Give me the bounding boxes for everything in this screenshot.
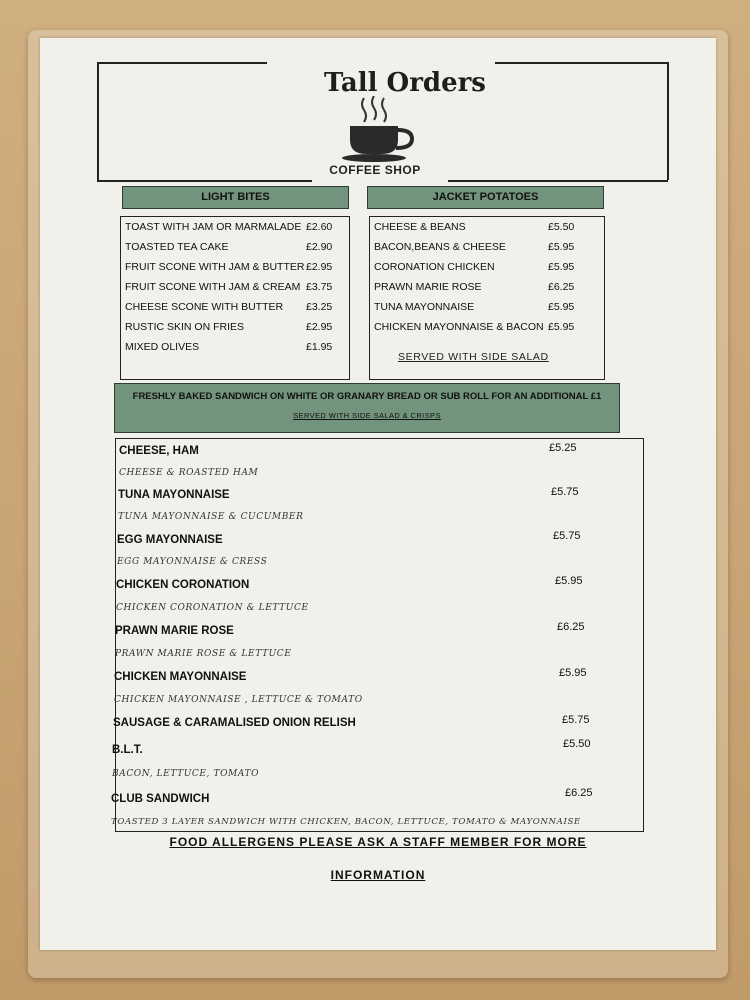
frame-right [667, 62, 669, 180]
sandwich-price: £5.95 [559, 667, 587, 679]
sandwich-name: EGG MAYONNAISE [117, 534, 223, 546]
list-item: RUSTIC SKIN ON FRIES £2.95 [125, 321, 333, 333]
shop-subtitle: COFFEE SHOP [329, 163, 421, 177]
list-item: CHICKEN MAYONNAISE & BACON £5.95 [374, 321, 575, 333]
frame-top-right [495, 62, 668, 64]
sandwich-name: TUNA MAYONNAISE [118, 489, 230, 501]
list-item: FRUIT SCONE WITH JAM & CREAM £3.75 [125, 281, 333, 293]
sandwich-name: CHEESE, HAM [119, 445, 199, 457]
frame-bottom-left [97, 180, 312, 182]
frame-top-left [97, 62, 267, 64]
list-item: TUNA MAYONNAISE £5.95 [374, 301, 575, 313]
jacket-potatoes-heading: JACKET POTATOES [367, 186, 604, 209]
list-item: MIXED OLIVES £1.95 [125, 341, 333, 353]
sandwich-price: £5.75 [551, 486, 579, 498]
sandwich-price: £6.25 [565, 787, 593, 799]
list-item: FRUIT SCONE WITH JAM & BUTTER £2.95 [125, 261, 333, 273]
sandwich-name: CLUB SANDWICH [111, 793, 210, 805]
sandwich-name: CHICKEN MAYONNAISE [114, 671, 247, 683]
sandwich-description: CHICKEN CORONATION & LETTUCE [116, 603, 309, 613]
sandwich-banner [114, 383, 620, 433]
list-item: CORONATION CHICKEN £5.95 [374, 261, 575, 273]
list-item: TOAST WITH JAM OR MARMALADE £2.60 [125, 221, 333, 233]
sandwich-price: £5.50 [563, 738, 591, 750]
sandwich-price: £6.25 [557, 621, 585, 633]
sandwich-banner-text: FRESHLY BAKED SANDWICH ON WHITE OR GRANARY BREAD OR SUB ROLL FOR AN ADDITIONAL £1 [132, 391, 602, 402]
sandwich-description: BACON, LETTUCE, TOMATO [112, 769, 260, 779]
sandwich-banner-note: SERVED WITH SIDE SALAD & CRISPS [293, 411, 441, 420]
sandwich-description: CHEESE & ROASTED HAM [119, 468, 259, 478]
list-item: CHEESE & BEANS £5.50 [374, 221, 575, 233]
allergen-notice: FOOD ALLERGENS PLEASE ASK A STAFF MEMBER FOR MORE [169, 835, 587, 849]
sandwich-description: EGG MAYONNAISE & CRESS [117, 557, 268, 567]
sandwich-name: B.L.T. [112, 744, 143, 756]
frame-left [97, 62, 99, 180]
sandwich-description: CHICKEN MAYONNAISE , LETTUCE & TOMATO [114, 695, 363, 705]
jacket-side-salad-note: SERVED WITH SIDE SALAD [398, 351, 549, 363]
list-item: CHEESE SCONE WITH BUTTER £3.25 [125, 301, 333, 313]
sandwich-name: CHICKEN CORONATION [116, 579, 250, 591]
frame-bottom-right [448, 180, 668, 182]
shop-title: Tall Orders [324, 68, 486, 98]
allergen-information: INFORMATION [330, 868, 426, 882]
coffee-cup-icon [330, 96, 420, 166]
list-item: TOASTED TEA CAKE £2.90 [125, 241, 333, 253]
menu-sheet [40, 38, 716, 950]
light-bites-box [120, 216, 350, 380]
sandwich-description: TOASTED 3 LAYER SANDWICH WITH CHICKEN, BACON, LETTUCE, TOMATO & MAYONNAISE [111, 817, 581, 827]
sandwich-price: £5.25 [549, 442, 577, 454]
sandwich-description: PRAWN MARIE ROSE & LETTUCE [115, 649, 292, 659]
light-bites-heading: LIGHT BITES [122, 186, 349, 209]
sandwich-price: £5.95 [555, 575, 583, 587]
sandwich-price: £5.75 [553, 530, 581, 542]
sandwich-name: PRAWN MARIE ROSE [115, 625, 234, 637]
jacket-potatoes-box [369, 216, 605, 380]
list-item: PRAWN MARIE ROSE £6.25 [374, 281, 575, 293]
sandwich-description: TUNA MAYONNAISE & CUCUMBER [118, 512, 304, 522]
sandwich-name: SAUSAGE & CARAMALISED ONION RELISH [113, 717, 356, 729]
sandwich-list-box [111, 438, 644, 832]
list-item: BACON,BEANS & CHEESE £5.95 [374, 241, 575, 253]
sandwich-price: £5.75 [562, 714, 590, 726]
